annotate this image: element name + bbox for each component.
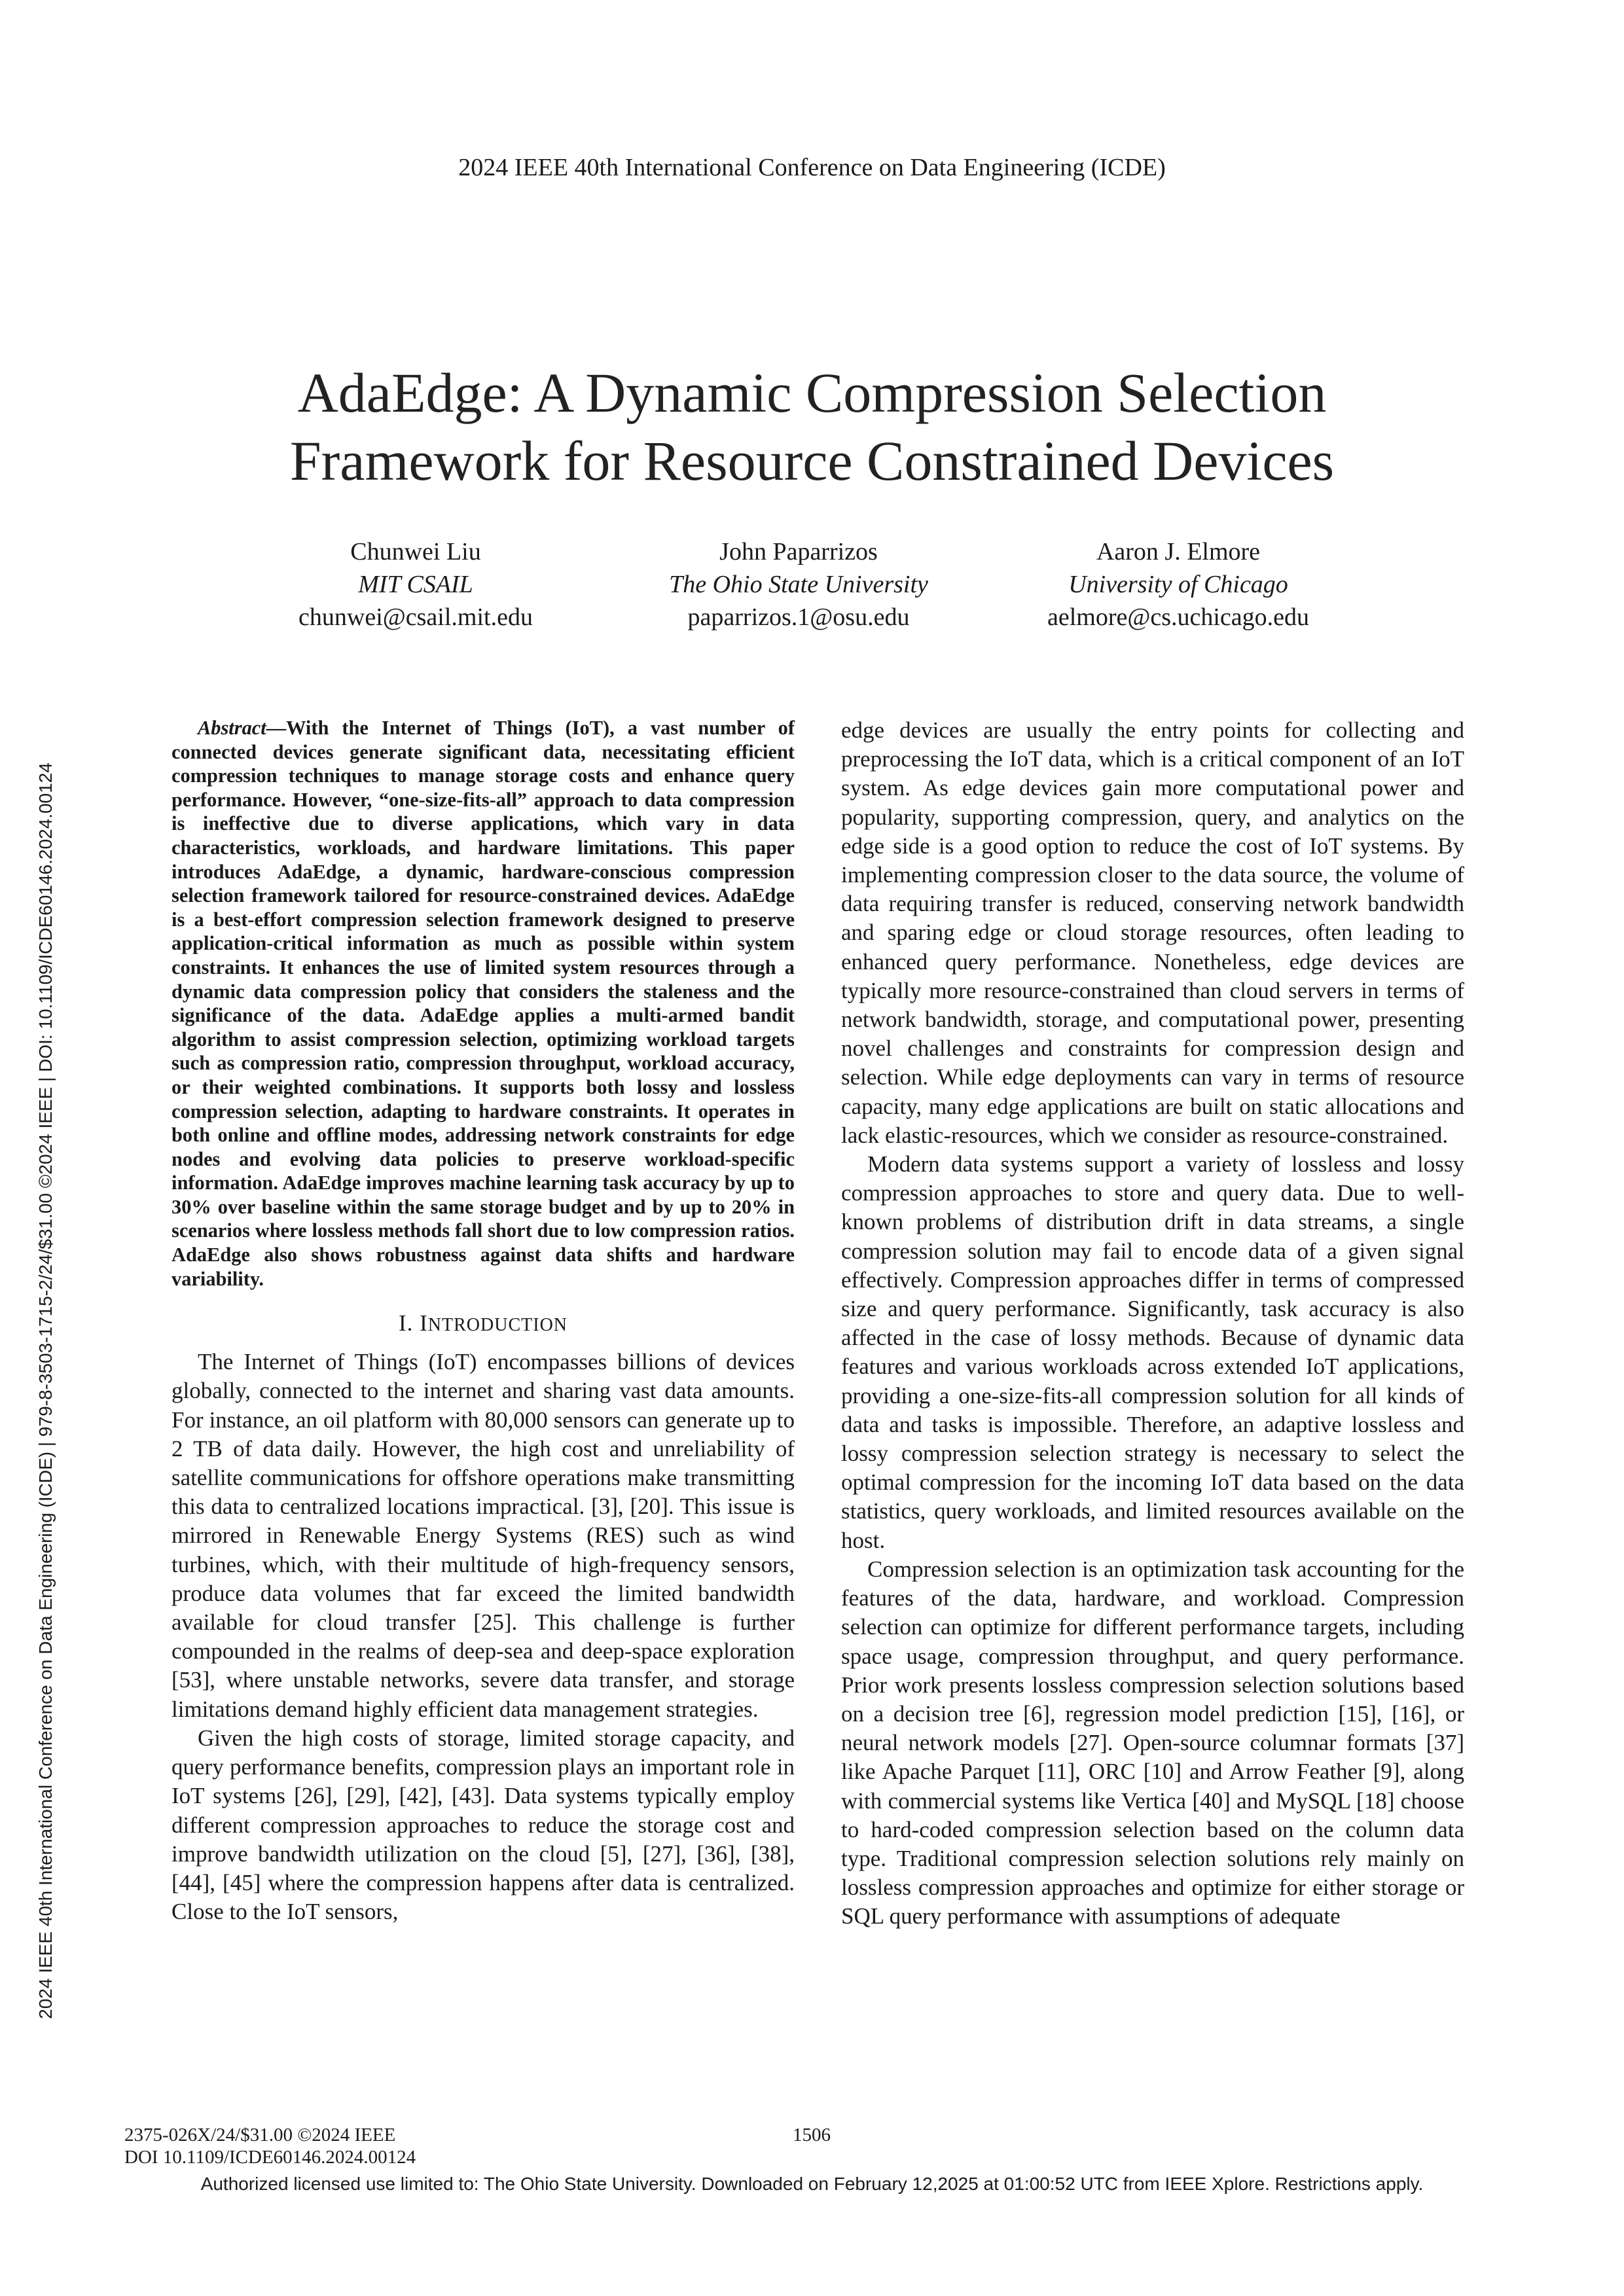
paper-title xyxy=(131,359,1493,495)
paper-title-line-2: Framework for Resource Constrained Devices xyxy=(289,429,1335,492)
author-block xyxy=(596,535,1001,634)
author-email: paparrizos.1@osu.edu xyxy=(687,603,910,631)
abstract-label: Abstract xyxy=(198,717,266,739)
footer-issn: 2375-026X/24/$31.00 ©2024 IEEE xyxy=(124,2125,396,2145)
side-citation-banner: 2024 IEEE 40th International Conference on Data Engineering (ICDE) | 979-8-3503-1715-2/24/$31.00 ©2024 IEEE | DOI: 10.1109/ICDE60146.2024.00124 xyxy=(35,762,56,2019)
section-initial: I xyxy=(420,1310,428,1336)
license-notice: Authorized licensed use limited to: The Ohio State University. Downloaded on February 12,2025 at 01:00:52 UTC from IEEE Xplore. Restrictions apply. xyxy=(200,2174,1424,2194)
paper-title-line-1: AdaEdge: A Dynamic Compression Selection xyxy=(297,361,1327,424)
section-title-rest: NTRODUCTION xyxy=(427,1315,568,1336)
section-heading-introduction xyxy=(171,1309,795,1340)
abstract xyxy=(171,716,795,1291)
body-paragraph: edge devices are usually the entry points for collecting and preprocessing the IoT data, which is a critical component of an IoT system. As edge devices gain more computational power and popularity, supporting compression, query, and analytics on the edge side is a good option to reduce the cost of IoT systems. By implementing compression closer to the data source, the volume of data requiring transfer is reduced, conserving network bandwidth and sparing edge or cloud storage resources, often leading to enhanced query performance. Nonetheless, edge devices are typically more resource-constrained than cloud servers in terms of network bandwidth, storage, and computational power, presenting novel challenges and constraints for compression design and selection. While edge deployments can vary in terms of resource capacity, many edge applications are built on static allocations and lack elastic-resources, which we consider as resource-constrained. xyxy=(841,717,1464,1148)
section-number: I. xyxy=(398,1310,420,1336)
author-email: aelmore@cs.uchicago.edu xyxy=(1047,603,1310,631)
left-column xyxy=(171,716,795,1926)
author-affiliation: University of Chicago xyxy=(1068,571,1288,598)
abstract-text: —With the Internet of Things (IoT), a vast number of connected devices generate significant data, necessitating efficient compression techniques to manage storage costs and enhance query performance. However, “one-size-fits-all” approach to data compression is ineffective due to diverse applications, which vary in data characteristics, workloads, and hardware limitations. This paper introduces AdaEdge, a dynamic, hardware-conscious compression selection framework tailored for resource-constrained devices. AdaEdge is a best-effort compression selection framework designed to preserve application-critical information as much as possible within system constraints. It enhances the use of limited system resources through a dynamic data compression policy that considers the staleness and the significance of the data. AdaEdge applies a multi-armed bandit algorithm to assist compression selection, optimizing workload targets such as compression ratio, compression throughput, workload accuracy, or their weighted combinations. It supports both lossy and lossless compression selection, adapting to hardware constraints. It operates in both online and offline modes, addressing network constraints for edge nodes and evolving data policies to preserve workload-specific information. AdaEdge improves machine learning task accuracy by up to 30% over baseline within the same storage budget and by up to 20% in scenarios where lossless methods fall short due to low compression ratios. AdaEdge also shows robustness against data shifts and hardware variability. xyxy=(171,717,795,1290)
author-name: Aaron J. Elmore xyxy=(1096,538,1261,565)
body-paragraph: Compression selection is an optimization task accounting for the features of the data, hardware, and workload. Compression selection can optimize for different performance targets, including space usage, compression throughput, and query performance. Prior work presents lossless compression selection solutions based on a decision tree [6], regression model prediction [15], [16], or neural network models [27]. Open-source columnar formats [37] like Apache Parquet [11], ORC [10] and Arrow Feather [9], along with commercial systems like Vertica [40] and MySQL [18] choose to hard-coded compression selection based on the column data type. Traditional compression selection solutions rely mainly on lossless compression approaches and optimize for either storage or SQL query performance with assumptions of adequate xyxy=(841,1556,1464,1929)
footer-identifiers xyxy=(124,2124,416,2168)
author-affiliation: MIT CSAIL xyxy=(358,571,473,598)
right-column xyxy=(841,716,1464,1931)
author-block xyxy=(213,535,619,634)
author-affiliation: The Ohio State University xyxy=(669,571,928,598)
body-paragraph: Given the high costs of storage, limited storage capacity, and query performance benefits, compression plays an important role in IoT systems [26], [29], [42], [43]. Data systems typically employ different compression approaches to reduce the storage cost and improve bandwidth utilization on the cloud [5], [27], [36], [38], [44], [45] where the compression happens after data is centralized. Close to the IoT sensors, xyxy=(171,1725,795,1925)
conference-header: 2024 IEEE 40th International Conference on Data Engineering (ICDE) xyxy=(458,154,1166,181)
body-paragraph: The Internet of Things (IoT) encompasses billions of devices globally, connected to the internet and sharing vast data amounts. For instance, an oil platform with 80,000 sensors can generate up to 2 TB of data daily. However, the high cost and unreliability of satellite communications for offshore operations make transmitting this data to centralized locations impractical. [3], [20]. This issue is mirrored in Renewable Energy Systems (RES) such as wind turbines, which, with their multitude of high-frequency sensors, produce data volumes that far exceed the limited bandwidth available for cloud transfer [25]. This challenge is further compounded in the realms of deep-sea and deep-space exploration [53], where unstable networks, severe data transfer, and storage limitations demand highly efficient data management strategies. xyxy=(171,1349,795,1722)
footer-doi: DOI 10.1109/ICDE60146.2024.00124 xyxy=(124,2147,416,2168)
body-paragraph: Modern data systems support a variety of lossless and lossy compression approaches to store and query data. Due to well-known problems of distribution drift in data streams, a single compression solution may fail to encode data of a given signal effectively. Compression approaches differ in terms of compressed size and query performance. Significantly, task accuracy is also affected in the case of lossy methods. Because of dynamic data features and various workloads across extended IoT applications, providing a one-size-fits-all compression solution for all kinds of data and tasks is impossible. Therefore, an adaptive lossless and lossy compression selection strategy is necessary to select the optimal compression for the incoming IoT data based on the data statistics, query workloads, and limited resources available on the host. xyxy=(841,1151,1464,1553)
author-block xyxy=(975,535,1381,634)
author-name: Chunwei Liu xyxy=(350,538,481,565)
author-name: John Paparrizos xyxy=(719,538,878,565)
author-email: chunwei@csail.mit.edu xyxy=(298,603,533,631)
page-number: 1506 xyxy=(793,2125,831,2145)
